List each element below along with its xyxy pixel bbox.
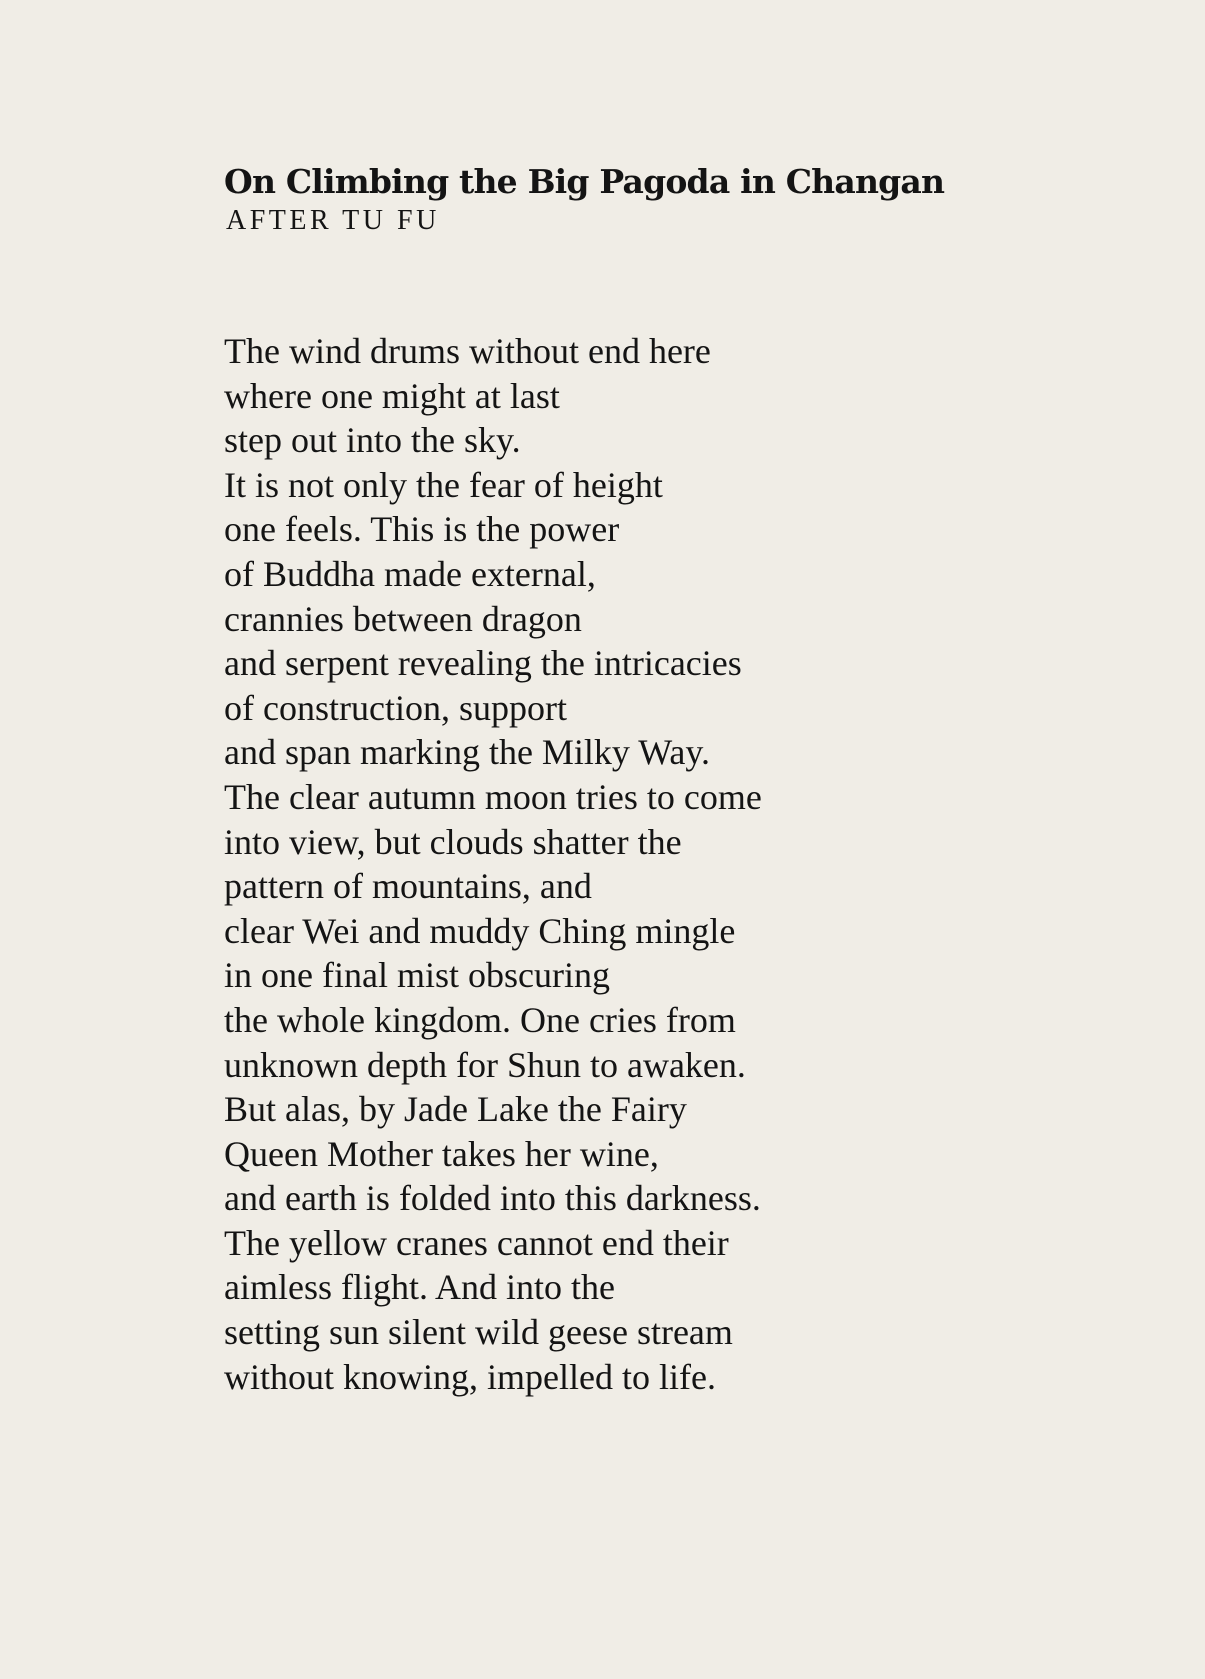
poem-line: and earth is folded into this darkness. <box>224 1178 761 1219</box>
poem-line: in one final mist obscuring <box>224 955 610 996</box>
poem-line: But alas, by Jade Lake the Fairy <box>224 1089 687 1130</box>
poem-line: the whole kingdom. One cries from <box>224 999 736 1040</box>
poem-subtitle: AFTER TU FU <box>226 205 440 236</box>
poem-line: The yellow cranes cannot end their <box>224 1222 729 1263</box>
poem-line: of construction, support <box>224 687 567 728</box>
poem-line: where one might at last <box>224 375 560 416</box>
poem-line: It is not only the fear of height <box>224 464 663 505</box>
poem-line: crannies between dragon <box>224 598 582 639</box>
poem-line: Queen Mother takes her wine, <box>224 1133 659 1174</box>
poem-line: setting sun silent wild geese stream <box>224 1312 733 1353</box>
poem-line: without knowing, impelled to life. <box>224 1356 716 1397</box>
poem-line: step out into the sky. <box>224 420 521 461</box>
poem-line: of Buddha made external, <box>224 553 596 594</box>
poem-line: one feels. This is the power <box>224 509 620 550</box>
poem-line: aimless flight. And into the <box>224 1267 615 1308</box>
poem-line: into view, but clouds shatter the <box>224 821 682 862</box>
poem-title: On Climbing the Big Pagoda in Changan <box>224 162 945 201</box>
poem-line: and serpent revealing the intricacies <box>224 643 742 684</box>
poem-line: and span marking the Milky Way. <box>224 732 711 773</box>
poem-line: The wind drums without end here <box>224 331 711 371</box>
poem-line: unknown depth for Shun to awaken. <box>224 1044 746 1085</box>
poem-line: clear Wei and muddy Ching mingle <box>224 910 736 951</box>
poem-header <box>224 160 1004 238</box>
poem-line: pattern of mountains, and <box>224 866 592 907</box>
poem-body <box>224 329 984 1399</box>
poem-line: The clear autumn moon tries to come <box>224 776 762 817</box>
